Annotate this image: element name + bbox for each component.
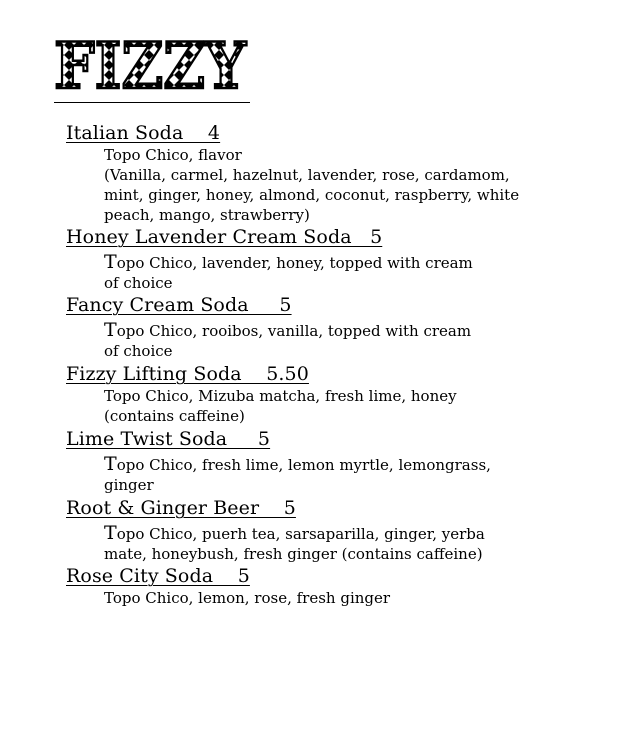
menu-title [54, 30, 250, 103]
menu-item-lime-twist-soda [66, 428, 586, 495]
item-heading: Root & Ginger Beer 5 [66, 497, 296, 519]
item-heading: Fancy Cream Soda 5 [66, 294, 292, 316]
item-description: Topo Chico, puerh tea, sarsaparilla, ginger, yerba mate, honeybush, fresh ginger (contains caffeine) [104, 522, 485, 563]
item-description: Topo Chico, lemon, rose, fresh ginger [104, 589, 391, 607]
item-description: Topo Chico, flavor (Vanilla, carmel, hazelnut, lavender, rose, cardamom, mint, ginger, honey, almond, coconut, raspberry, white peach, mango, strawberry) [104, 146, 520, 224]
menu-item-honey-lavender-cream-soda [66, 226, 586, 293]
menu-item-fizzy-lifting-soda [66, 363, 586, 426]
menu-item-italian-soda [66, 122, 586, 225]
menu-title-text: FIZZY [54, 30, 248, 100]
menu-item-root-ginger-beer [66, 497, 586, 564]
item-heading: Fizzy Lifting Soda 5.50 [66, 363, 309, 385]
item-description: Topo Chico, Mizuba matcha, fresh lime, honey (contains caffeine) [104, 387, 457, 425]
item-description: Topo Chico, fresh lime, lemon myrtle, lemongrass, ginger [104, 453, 491, 494]
item-heading: Honey Lavender Cream Soda 5 [66, 226, 383, 248]
menu-item-rose-city-soda [66, 565, 586, 608]
menu-list [66, 122, 586, 608]
item-description: Topo Chico, lavender, honey, topped with cream of choice [104, 251, 473, 292]
item-heading: Lime Twist Soda 5 [66, 428, 271, 450]
item-heading: Italian Soda 4 [66, 122, 221, 144]
item-description: Topo Chico, rooibos, vanilla, topped with cream of choice [104, 319, 472, 360]
menu-item-fancy-cream-soda [66, 294, 586, 361]
item-heading: Rose City Soda 5 [66, 565, 250, 587]
